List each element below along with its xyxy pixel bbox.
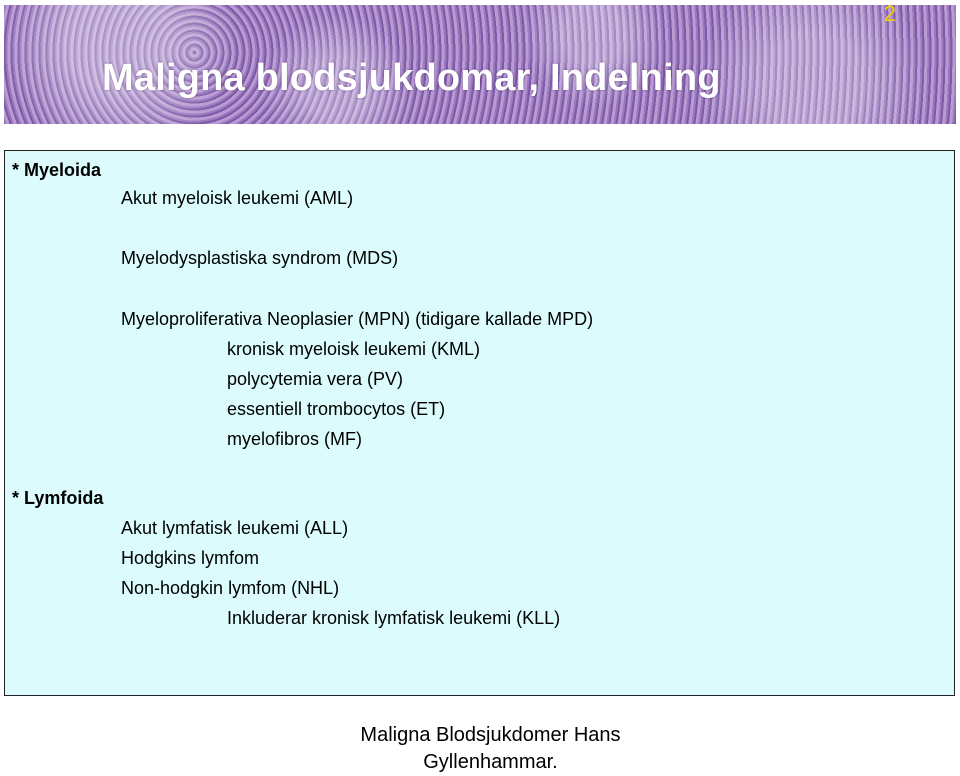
list-item: Hodgkins lymfom (121, 548, 260, 568)
footer-line-2: Gyllenhammar. (423, 751, 558, 773)
sub-list-item: polycytemia vera (PV) (227, 369, 404, 389)
list-item: Akut myeloisk leukemi (AML) (121, 188, 354, 208)
lymphoid-header: * Lymfoida (12, 488, 104, 508)
sub-list-item: essentiell trombocytos (ET) (227, 399, 446, 419)
list-item: Non-hodgkin lymfom (NHL) (121, 578, 340, 598)
sub-list-item: myelofibros (MF) (227, 429, 363, 449)
footer-text (300, 722, 681, 776)
slide-number: 2 (883, 1, 896, 26)
list-item: Akut lymfatisk leukemi (ALL) (121, 518, 349, 538)
footer-line-1: Maligna Blodsjukdomer Hans (360, 724, 621, 746)
myeloid-header: * Myeloida (12, 160, 102, 180)
sub-list-item: Inkluderar kronisk lymfatisk leukemi (KLL) (227, 608, 561, 628)
content-panel (4, 150, 955, 696)
sub-list-item: kronisk myeloisk leukemi (KML) (227, 339, 481, 359)
slide-title: Maligna blodsjukdomar, Indelning (102, 57, 721, 99)
list-item: Myeloproliferativa Neoplasier (MPN) (tidigare kallade MPD) (121, 309, 594, 329)
list-item: Myelodysplastiska syndrom (MDS) (121, 248, 399, 268)
